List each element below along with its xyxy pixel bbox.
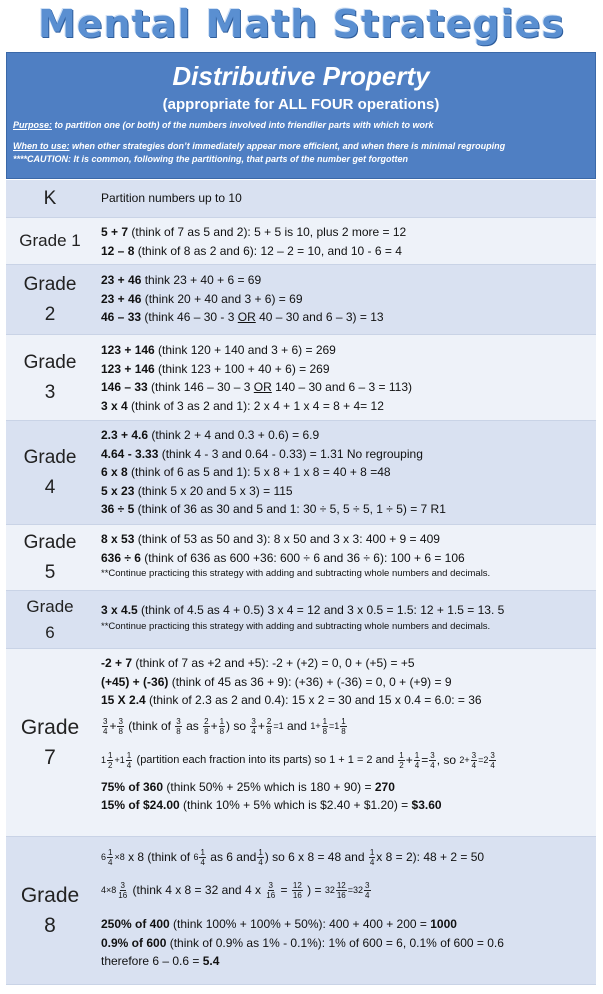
fraction: $\frac{3}{16}$: [266, 880, 276, 900]
example-line: 3 x 4 (think of 3 as 2 and 1): 2 x 4 + 1 x 4 = 8 + 4= 12: [101, 398, 384, 413]
fraction: $\frac{3}{16}$: [118, 880, 128, 900]
example-line: 46 – 33 (think 46 – 30 - 3 OR 40 – 30 and 6 – 3) = 13: [101, 310, 384, 324]
example-line: Partition numbers up to 10: [101, 191, 242, 205]
row-kindergarten: [6, 180, 596, 218]
example-line: 2.3 + 4.6 (think 2 + 4 and 0.3 + 0.6) = 6.9: [101, 428, 320, 442]
example-line: 36 ÷ 5 (think of 36 as 30 and 5 and 1: 30 ÷ 5, 5 ÷ 5, 1 ÷ 5) = 7 R1: [101, 502, 446, 516]
grade-label: Grade 1: [19, 231, 81, 250]
example-line: 8 x 53 (think of 53 as 50 and 3): 8 x 50 and 3 x 3: 400 + 9 = 409: [101, 532, 440, 546]
grade-label: Grade 3: [23, 351, 77, 403]
purpose-line: [7, 119, 595, 132]
fraction: $\frac{2}{8}$: [204, 717, 209, 736]
fraction: $\frac{3}{4}$: [490, 751, 495, 770]
example-line: 23 + 46 (think 20 + 40 and 3 + 6) = 69: [101, 291, 303, 306]
row-content: [101, 654, 592, 815]
row-grade-5: [6, 525, 596, 591]
when-label: When to use:: [13, 141, 70, 151]
example-line: 0.9% of 600 (think of 0.9% as 1% - 0.1%): 1% of 600 = 6, 0.1% of 600 = 0.6: [101, 935, 504, 950]
page-title: Mental Math Strategies: [37, 2, 566, 46]
when-line: [7, 140, 595, 153]
fraction: $\frac{1}{4}$: [200, 847, 205, 867]
fraction: $\frac{1}{4}$: [414, 751, 420, 770]
fraction: $\frac{3}{4}$: [103, 717, 108, 736]
row-content: [101, 223, 592, 260]
row-content: [101, 841, 592, 971]
example-line: 12 – 8 (think of 8 as 2 and 6): 12 – 2 = 10, and 10 - 6 = 4: [101, 243, 402, 258]
when-text: when other strategies don’t immediately appear more efficient, and when there is minimal regrouping: [72, 141, 506, 151]
example-line: 146 – 33 (think 146 – 30 – 3 OR 140 – 30 and 6 – 3 = 113): [101, 380, 413, 394]
fraction: $\frac{1}{4}$: [369, 847, 375, 867]
fraction: $\frac{3}{8}$: [176, 717, 181, 736]
grade-label: Grade 7: [20, 715, 80, 769]
fraction: $\frac{3}{8}$: [118, 717, 123, 736]
row-grade-2: [6, 265, 596, 335]
row-content: [101, 341, 592, 415]
example-line: 123 + 146 (think 123 + 100 + 40 + 6) = 269: [101, 361, 330, 376]
fraction-example-line: 6 $\frac{1}{4}$ ×8 x 8 (think of 6 $\frac{1}{4}$ as 6 and $\frac{1}{4}$ ) so 6 x 8 = 48 and $\frac{1}{4}$ x 8 = 2): 48 + 2 = 50: [101, 847, 485, 867]
example-line: 75% of 360 (think 50% + 25% which is 180 + 90) = 270: [101, 779, 395, 794]
row-grade-6: [6, 591, 596, 649]
fraction: $\frac{3}{4}$: [251, 717, 256, 736]
row-grade-3: [6, 335, 596, 421]
purpose-label: Purpose:: [13, 120, 53, 130]
row-content: [101, 601, 592, 634]
row-grade-8: [6, 837, 596, 985]
example-line: 5 + 7 (think of 7 as 5 and 2): 5 + 5 is 10, plus 2 more = 12: [101, 225, 407, 239]
row-content: [101, 426, 592, 519]
fraction-example-line: 4×8 $\frac{3}{16}$ (think 4 x 8 = 32 and 4 x $\frac{3}{16}$ = $\frac{12}{16}$ ) = 32 $\frac{12}{16}$ =32 $\frac{3}{4}$: [101, 880, 370, 900]
example-line: 15 X 2.4 (think of 2.3 as 2 and 0.4): 15 x 2 = 30 and 15 x 0.4 = 6.0: = 36: [101, 693, 482, 707]
fraction: $\frac{3}{4}$: [365, 880, 370, 900]
example-line: 6 x 8 (think of 6 as 5 and 1): 5 x 8 + 1 x 8 = 40 + 8 =48: [101, 465, 391, 479]
example-line: 250% of 400 (think 100% + 100% + 50%): 400 + 400 + 200 = 1000: [101, 917, 457, 931]
row-grade-1: [6, 218, 596, 265]
fraction: $\frac{1}{8}$: [341, 717, 346, 736]
example-line: 123 + 146 (think 120 + 140 and 3 + 6) = 269: [101, 343, 336, 357]
fraction-example-line: $\frac{3}{4}$ + $\frac{3}{8}$ (think of $\frac{3}{8}$ as $\frac{2}{8}$ + $\frac{1}{8}$ ) so $\frac{3}{4}$ + $\frac{2}{8}$ =1 and 1+ $\frac{1}{8}$ =1 $\frac{1}{8}$: [103, 717, 346, 736]
fraction: $\frac{1}{4}$: [258, 847, 263, 867]
practice-note: **Continue practicing this strategy with adding and subtracting whole numbers and decimals.: [101, 568, 491, 579]
grade-label: Grade 8: [20, 883, 80, 937]
caution-line: ****CAUTION: It is common, following the partitioning, that parts of the number get forgotten: [13, 154, 408, 164]
example-line: (+45) + (-36) (think of 45 as 36 + 9): (+36) + (-36) = 0, 0 + (+9) = 9: [101, 674, 452, 689]
grade-label: Grade 2: [23, 273, 77, 325]
grade-label: Grade 5: [23, 531, 77, 583]
example-line: 3 x 4.5 (think of 4.5 as 4 + 0.5) 3 x 4 = 12 and 3 x 0.5 = 1.5: 12 + 1.5 = 13. 5: [101, 603, 505, 617]
strategy-banner: [6, 52, 596, 179]
strategy-heading: Distributive Property: [172, 61, 430, 91]
fraction: $\frac{2}{8}$: [266, 717, 272, 736]
fraction: $\frac{1}{2}$: [399, 751, 404, 770]
row-grade-4: [6, 421, 596, 525]
example-line: -2 + 7 (think of 7 as +2 and +5): -2 + (+2) = 0, 0 + (+5) = +5: [101, 656, 415, 670]
fraction: $\frac{1}{8}$: [322, 717, 328, 736]
fraction: $\frac{3}{4}$: [430, 751, 435, 770]
practice-note: **Continue practicing this strategy with adding and subtracting whole numbers and decimals.: [101, 620, 491, 632]
example-line: 5 x 23 (think 5 x 20 and 5 x 3) = 115: [101, 483, 293, 498]
fraction: $\frac{1}{8}$: [219, 717, 225, 736]
grade-label: K: [43, 187, 57, 209]
fraction: $\frac{3}{4}$: [471, 751, 477, 770]
fraction-example-line: 1 $\frac{1}{2}$ +1 $\frac{1}{4}$ (partition each fraction into its parts) so 1 + 1 = 2 and $\frac{1}{2}$ + $\frac{1}{4}$ = $\frac{3}{4}$ , so 2+ $\frac{3}{4}$ =2 $\frac{3}{4}$: [101, 751, 495, 770]
fraction: $\frac{12}{16}$: [292, 880, 302, 900]
row-grade-7: [6, 649, 596, 837]
row-content: [101, 189, 592, 208]
fraction: $\frac{1}{4}$: [108, 847, 113, 867]
example-line: therefore 6 – 0.6 = 5.4: [101, 954, 220, 968]
row-content: [101, 530, 592, 581]
fraction: $\frac{12}{16}$: [336, 880, 346, 900]
example-line: 4.64 - 3.33 (think 4 - 3 and 0.64 - 0.33) = 1.31 No regrouping: [101, 446, 423, 461]
row-content: [101, 271, 592, 327]
fraction: $\frac{1}{2}$: [108, 751, 113, 770]
example-line: 23 + 46 think 23 + 40 + 6 = 69: [101, 273, 262, 287]
example-line: 15% of $24.00 (think 10% + 5% which is $2.40 + $1.20) = $3.60: [101, 798, 442, 812]
grade-label: Grade 4: [23, 446, 77, 498]
grade-label: Grade 6: [26, 596, 74, 642]
strategy-subheading: (appropriate for ALL FOUR operations): [162, 96, 440, 113]
fraction: $\frac{1}{4}$: [126, 751, 132, 770]
example-line: 636 ÷ 6 (think of 636 as 600 +36: 600 ÷ 6 and 36 ÷ 6): 100 + 6 = 106: [101, 550, 465, 565]
purpose-text: to partition one (or both) of the numbers involved into friendlier parts with which to work: [54, 120, 434, 130]
